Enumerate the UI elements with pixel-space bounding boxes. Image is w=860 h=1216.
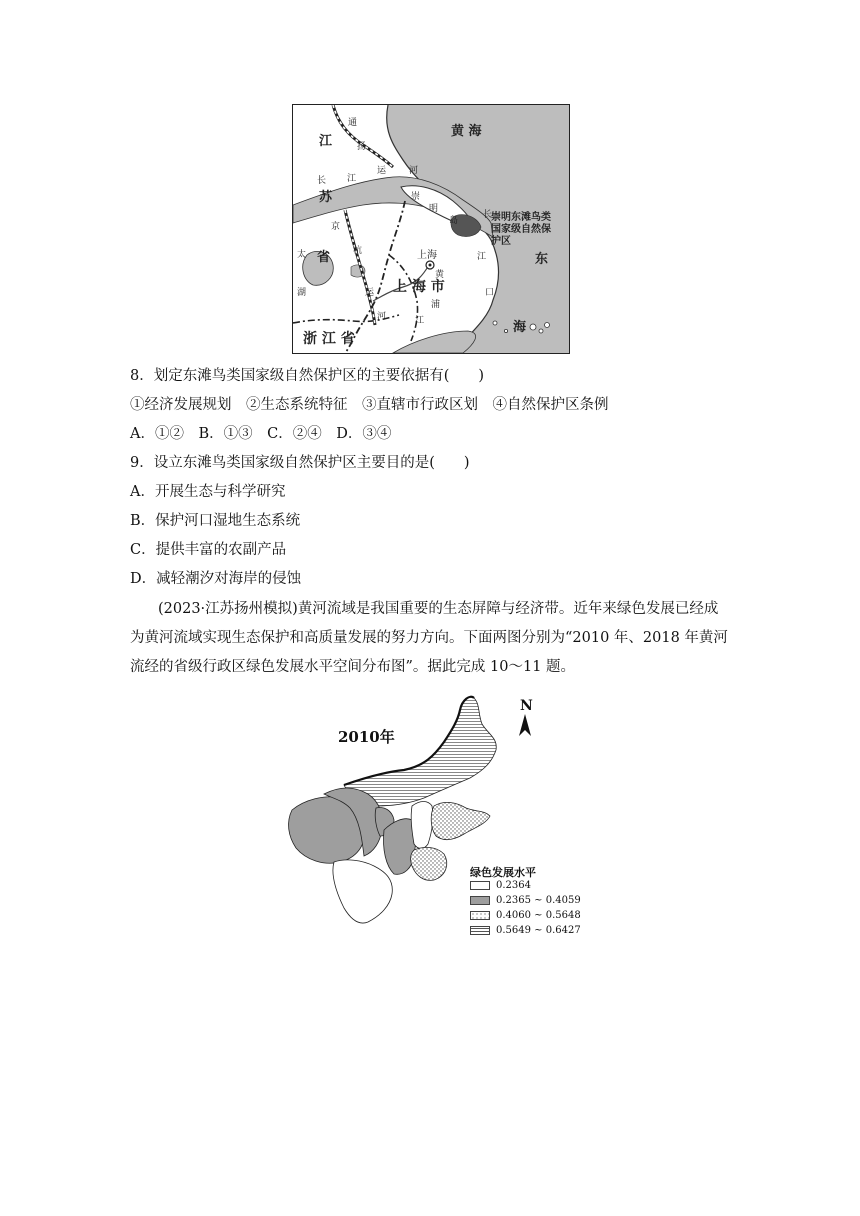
north-arrow-icon xyxy=(518,714,532,736)
north-label: N xyxy=(520,698,533,714)
legend-swatch-white xyxy=(470,881,490,890)
label-chang: 长 xyxy=(317,176,327,186)
label-jiang2: 江 xyxy=(347,174,357,184)
intro-line-3: 流经的省级行政区绿色发展水平空间分布图”。据此完成 10～11 题。 xyxy=(130,659,576,675)
chongming-map xyxy=(292,104,570,354)
label-he: 河 xyxy=(409,166,419,176)
label-east: 东 xyxy=(535,252,549,267)
label-he2: 河 xyxy=(377,312,387,322)
label-jiang3: 江 xyxy=(415,316,425,326)
label-yun2: 运 xyxy=(365,288,375,298)
label-reserve-line2: 国家级自然保 xyxy=(491,224,551,235)
legend-item-white xyxy=(470,880,531,891)
label-tong: 通 xyxy=(348,118,358,128)
intro-line-2: 为黄河流域实现生态保护和高质量发展的努力方向。下面两图分别为“2010 年、2018 年黄河 xyxy=(130,630,728,646)
question-9-choice-a: A．开展生态与科学研究 xyxy=(130,484,286,500)
legend-swatch-gray xyxy=(470,896,490,905)
legend-item-dots xyxy=(470,910,581,921)
label-tai: 太 xyxy=(297,250,307,260)
label-dao: 岛 xyxy=(449,216,459,226)
question-9-choice-c: C．提供丰富的农副产品 xyxy=(130,542,287,558)
yellow-river-map-drawing xyxy=(284,690,584,945)
label-jiang-r: 江 xyxy=(477,252,487,262)
question-8-stem: 8．划定东滩鸟类国家级自然保护区的主要依据有( ) xyxy=(130,368,485,384)
legend-label-2: 0.2365 ~ 0.4059 xyxy=(496,895,581,906)
label-sea: 海 xyxy=(513,320,527,335)
label-shanghai-shi: 上 海 市 xyxy=(393,279,445,295)
label-ming: 明 xyxy=(429,204,439,214)
label-yang: 扬 xyxy=(357,142,367,152)
question-8-options: ①经济发展规划 ②生态系统特征 ③直辖市行政区划 ④自然保护区条例 xyxy=(130,397,609,413)
legend-title: 绿色发展水平 xyxy=(470,866,536,879)
label-hu: 湖 xyxy=(297,288,307,298)
label-reserve-line1: 崇明东滩鸟类 xyxy=(491,212,551,223)
label-jing: 京 xyxy=(331,222,341,232)
label-sheng: 省 xyxy=(317,250,331,265)
label-yellow-sea: 黄 海 xyxy=(451,124,482,139)
label-reserve-line3: 护区 xyxy=(491,236,511,247)
label-yun: 运 xyxy=(377,166,387,176)
label-chang-r: 长 xyxy=(483,210,493,220)
label-chong: 崇 xyxy=(411,192,421,202)
legend-label-4: 0.5649 ~ 0.6427 xyxy=(496,925,581,936)
label-su: 苏 xyxy=(319,190,333,205)
legend-label-1: 0.2364 xyxy=(496,880,531,891)
legend-swatch-stripes xyxy=(470,926,490,935)
question-9-choice-d: D．减轻潮汐对海岸的侵蚀 xyxy=(130,571,302,587)
legend-label-3: 0.4060 ~ 0.5648 xyxy=(496,910,581,921)
question-8-choices: A．①② B．①③ C．②④ D．③④ xyxy=(130,426,392,442)
label-huang: 黄 xyxy=(435,270,445,280)
label-pu: 浦 xyxy=(431,300,441,310)
label-jiang: 江 xyxy=(319,134,333,149)
label-zhejiang-sheng: 浙 江 省 xyxy=(303,331,355,347)
label-hang: 杭 xyxy=(353,246,363,256)
question-9-choice-b: B．保护河口湿地生态系统 xyxy=(130,513,301,529)
label-shanghai-city: 上海 xyxy=(417,250,437,261)
question-9-stem: 9．设立东滩鸟类国家级自然保护区主要目的是( ) xyxy=(130,455,470,471)
legend-item-gray xyxy=(470,895,581,906)
intro-line-1: (2023·江苏扬州模拟)黄河流域是我国重要的生态屏障与经济带。近年来绿色发展已经成 xyxy=(158,601,719,617)
map2-year-title: 2010年 xyxy=(338,728,395,746)
legend-swatch-dots xyxy=(470,911,490,920)
legend-item-stripes xyxy=(470,925,581,936)
yellow-river-map-2010 xyxy=(284,690,584,945)
label-kou: 口 xyxy=(485,288,495,298)
